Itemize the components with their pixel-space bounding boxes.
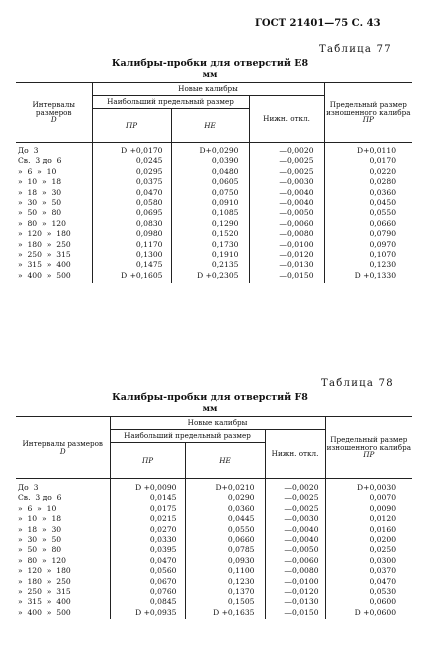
worn-column: D+0,0110 0,0170 0,0220 0,0280 0,0360 0,0450 0,0550 0,0660 0,0790 0,0970 0,1070 0,1230 D +0,1330 — [354, 146, 397, 280]
header-new-gauges: Новые калибры — [92, 83, 324, 96]
header-ne: НЕ — [171, 109, 249, 143]
table-unit: мм — [202, 70, 218, 80]
gauge-table-f8 — [16, 416, 412, 619]
interval-column: До 3 Св. 3 до 6 » 6 » 10 » 10 » 18 » 18 » 30 » 30 » 50 » 50 » 80 » 80 » 120 » 120 » 180 » 180 » 250 » 250 » 315 » 315 » 400 » 400 » 500 — [16, 479, 110, 619]
table-title: Калибры-пробки для отверстий F8 — [112, 392, 308, 403]
lower-dev-column: —0,0020 —0,0025 —0,0025 —0,0030 —0,0040 —0,0040 —0,0050 —0,0060 —0,0080 —0,0100 —0,0120 —0,0130 —0,0150 — [265, 479, 325, 619]
table-title: Калибры-пробки для отверстий Е8 — [111, 58, 309, 69]
lower-dev-column: —0,0020 —0,0025 —0,0025 —0,0030 —0,0040 —0,0040 —0,0050 —0,0060 —0,0080 —0,0100 —0,0120 —0,0130 —0,0150 — [249, 143, 324, 283]
ne-column: D+0,0210 0,0290 0,0360 0,0445 0,0550 0,0660 0,0785 0,0930 0,1100 0,1230 0,1370 0,1505 D +0,1635 — [185, 479, 265, 619]
interval-column: До 3 Св. 3 до 6 » 6 » 10 » 10 » 18 » 18 » 30 » 30 » 50 » 50 » 80 » 80 » 120 » 120 » 180 » 180 » 250 » 250 » 315 » 315 » 400 » 400 » 500 — [16, 143, 92, 283]
gauge-table-e8 — [16, 82, 412, 283]
worn-column: D+0,0030 0,0070 0,0090 0,0120 0,0160 0,0200 0,0250 0,0300 0,0370 0,0470 0,0530 0,0600 D +0,0600 — [354, 483, 397, 617]
table-unit: мм — [202, 404, 218, 414]
header-worn: Предельный размер изношенного калибра ПР — [324, 83, 412, 143]
header-pr: ПР — [110, 443, 185, 479]
header-worn: Предельный размер изношенного калибра ПР — [325, 417, 412, 479]
header-interval: Интервалы размеров D — [16, 83, 92, 143]
header-new-gauges: Новые калибры — [110, 417, 325, 430]
header-max-size: Наибольший предельный размер — [92, 96, 249, 109]
header-lower-dev: Нижн. откл. — [249, 96, 324, 143]
header-ne: НЕ — [185, 443, 265, 479]
ne-column: D+0,0290 0,0390 0,0480 0,0605 0,0750 0,0910 0,1085 0,1290 0,1520 0,1730 0,1910 0,2135 D +0,2305 — [171, 143, 249, 283]
header-max-size: Наибольший предельный размер — [110, 430, 265, 443]
header-interval: Интервалы размеров D — [16, 417, 110, 479]
table-label: Таблица 78 — [321, 378, 394, 389]
header-pr: ПР — [92, 109, 171, 143]
table-label: Таблица 77 — [319, 44, 392, 55]
pr-column: D +0,0170 0,0245 0,0295 0,0375 0,0470 0,0580 0,0695 0,0830 0,0980 0,1170 0,1300 0,1475 D +0,1605 — [92, 143, 171, 283]
page-header: ГОСТ 21401—75 С. 43 — [255, 18, 381, 29]
pr-column: D +0,0090 0,0145 0,0175 0,0215 0,0270 0,0330 0,0395 0,0470 0,0560 0,0670 0,0760 0,0845 D +0,0935 — [110, 479, 185, 619]
header-lower-dev: Нижн. откл. — [265, 430, 325, 479]
